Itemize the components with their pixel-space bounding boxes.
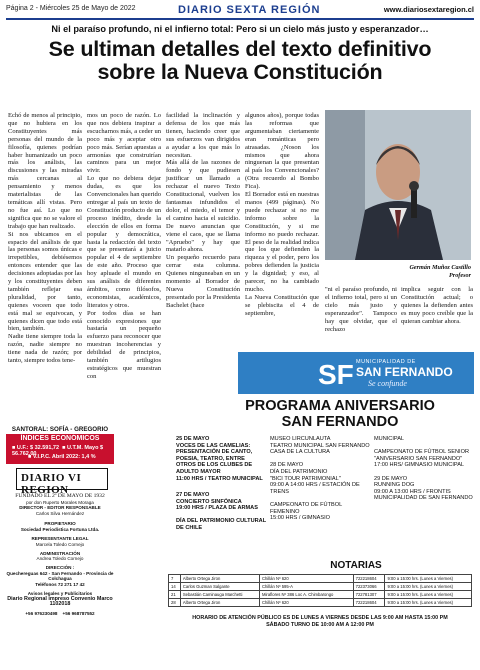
caption-role: Profesor [449, 271, 471, 279]
table-cell: 28 [169, 599, 181, 607]
table-cell: 7 [169, 575, 181, 583]
address-heading: DIRECCIÓN : [45, 565, 75, 571]
notarias-schedule [168, 615, 472, 628]
founder: por don Ruperto Morales Moraga [26, 499, 94, 505]
legal-rep: Marcela Toledo Cornejo [35, 541, 85, 547]
event-block-3: MUSEO LIRCUNLAUTA TEATRO MUNICIPAL SAN FERNANDO CASA DE LA CULTURA 28 DE MAYO DÍA DEL PATRIMONIO "BICI TOUR PATRIMONIAL" 09:00 A 14:00 HRS / ESTACIÓN DE TRENS CAMPEONATO DE FÚTBOL FEMENINO 15:00 HRS / GIMNASIO [270, 436, 370, 522]
banner-slogan: Se confunde [368, 379, 407, 388]
municipal-banner [238, 352, 474, 394]
admin-name: Andrea Toledo Cornejo [36, 556, 84, 562]
table-cell: Chillán Nº 620 [260, 575, 354, 583]
article-column-2: mos un poco de razón. Lo que nos debiera inspirar a escucharnos más, a ceder un poco más y aceptar otro poco más. Serían apuestas a armonías que construirían caminos para un mejor vivir. Lo que no debiera dejar dudas, es que los Convencionales han querido entregar al país un texto de Constitución producto de un proceso inédito, desde la elección de ellos en forma popular y democrática, hasta la redacción del texto que se presentará a juicio popular el 4 de septiembre de este año. Proceso que hoy apluade el mundo en sus análisis de diferentes ámbitos, como filósofos, economistas, académicos, literatos y otros. Por todos días se han conocido expresiones que bastaría un pequeño esfuerzo para reconocer que muestran incoherencias y debilidad de principios, también artilugios estratégicos que muestran con [87, 112, 162, 380]
table-row [169, 591, 472, 599]
svg-text:SF: SF [318, 359, 354, 390]
notarias-table [168, 574, 472, 607]
caption-name: Germán Muñoz Castillo [409, 264, 471, 271]
phone: Teléfonos 72 271 17 42 [35, 582, 85, 588]
table-cell: 9:00 a 15:00 hrs. (Lunes a Viernes) [385, 575, 472, 583]
director-heading: DIRECTOR - EDITOR RESPONSABLE [19, 505, 101, 511]
phone-numbers [6, 611, 114, 617]
table-cell: 722373066 [353, 583, 385, 591]
program-title-2: SAN FERNANDO [281, 414, 399, 430]
page-header [6, 4, 474, 20]
table-cell: 9:00 a 15:00 hrs. (Lunes a Viernes) [385, 599, 472, 607]
uf-value: ■ U.F.: $ 32.591,72 ■ U.T.M. Mayo $ 56.762,00 [12, 445, 104, 457]
banner-top: MUNICIPALIDAD DE [356, 359, 416, 365]
notarias-title: NOTARIAS [330, 560, 382, 571]
event-block-1: 25 DE MAYO VOCES DE LAS CAMELIAS: PRESENTACIÓN DE CANTO, POESIA, TEATRO, ENTRE OTROS DE LOS CLUBES DE ADULTO MAYOR 11:00 HRS / TEATRO MUNICIPAL [176, 436, 263, 482]
masthead [6, 494, 114, 664]
table-cell: Chillán Nº 620 [260, 599, 354, 607]
headline-line-2: sobre la Nueva Constitución [97, 60, 383, 84]
owner: Sociedad Periodística Fortuna Ltda. [20, 526, 100, 532]
table-cell: 9:00 a 15:00 hrs. (Lunes a Viernes) [385, 583, 472, 591]
table-cell: Sebastián Caminauga Marchetti [180, 591, 259, 599]
santoral: SANTORAL: SOFÍA - GREGORIO [11, 426, 109, 433]
table-cell: 14 [169, 583, 181, 591]
table-cell: Carlos Guzman Salgante [180, 583, 259, 591]
owner-heading: PROPIETARIO [44, 520, 76, 526]
article-column-5: "ni el paraíso profundo, ni el infierno total, pero si un cielo más justo y esperanzador". Tampoco hay que olvidar, que el rechazo [325, 286, 397, 333]
portrait-illustration [325, 110, 471, 260]
headline-line-1: Se ultiman detalles del texto definitivo [48, 37, 432, 61]
utm-value: ■ U.T.M. Mayo $ 56.762,00 [12, 445, 104, 457]
author-photo [325, 110, 471, 260]
table-cell: Chillán Nº 595-A [260, 583, 354, 591]
schedule-line-1: HORARIO DE ATENCIÓN PÚBLICO ES DE LUNES A VIERNES DESDE LAS 9:00 AM HASTA 15:00 PM [192, 615, 448, 621]
table-row [169, 583, 472, 591]
director: Carlos Silva Hernández [35, 511, 85, 517]
banner-city: SAN FERNANDO [356, 365, 453, 379]
address: Quechereguas 642 - San Fernando - Provincia de Colchagua [6, 570, 114, 582]
article-column-3: facilidad la inclinación y defensa de los que más tienen, haciendo creer que sus esfuerzos van dirigidos a ayudar a los que más lo necesitan. Más allá de las razones de fondo y que pudiesen justificar un llamado a rechazar el nuevo Texto Constitucional, vuelven los fantasmas infundidos el dolor, el miedo, el temor y el camino hacia el suicidio. De nuevo anuncian que viene el caos, que se llama "Apruebo" y hay que matarlo ahora. Un pequeño recuerdo para cerrar esta columna. Quienes ninguneaban en un momento al Borrador de Nueva Constitución presentado por la Presidenta Bachelet (hace [166, 112, 240, 309]
event-block-4: MUNICIPAL CAMPEONATO DE FÚTBOL SENIOR "ANIVERSARIO SAN FERNANDO" 17:00 HRS/ GIMNASIO MUNICIPAL 29 DE MAYO RUNNING DOG 09:00 A 13:00 HRS / FRONTIS MUNICIPALIDAD DE SAN FERNANDO [374, 436, 473, 502]
page-date: Página 2 - Miércoles 25 de Mayo de 2022 [6, 5, 136, 12]
photo-caption [325, 264, 471, 279]
table-cell: 722218604 [353, 599, 385, 607]
sf-logo-icon [318, 358, 354, 390]
logo-text: DIARIO VI REGION [21, 472, 82, 496]
table-cell: 722218604 [353, 575, 385, 583]
legal-heading: REPRESENTANTE LEGAL [31, 536, 89, 542]
economic-indices [6, 434, 114, 464]
table-cell: Alberto Ortega Jiron [180, 575, 259, 583]
article-column-4: algunos años), porque todas las reformas que argumentaban ciertamente eran románticas pero atrasadas. ¿Noson los mismos que ahora ninguenan la que presentan al país los Convencionales? (Otra recuerdo al Bombo Fica). El Borrador está en nuestras manos (499 páginas). No puede rechazar si no me informo sobre la Constitución, y si me informo no puedo rechazar. El peso de la realidad indica que los que defienden la riqueza y el poder, pero los pobres defienden la justicia y la dignidad; y eso, al parecer, no ha cambiado mucho. La Nueva Constitución que se plebiscita el 4 de septiembre, [245, 112, 319, 317]
article-headline [10, 38, 470, 84]
admin-heading: ADMINISTRACIÓN [39, 550, 81, 556]
table-cell: 21 [169, 591, 181, 599]
event-block-2: 27 DE MAYO CONCIERTO SINFÓNICA 19:00 HRS / PLAZA DE ARMAS DÍA DEL PATRIMONIO CULTURAL DE CHILE [176, 492, 267, 531]
paper-url[interactable]: www.diariosextaregion.cl [383, 5, 474, 14]
table-cell: Miraflores Nº 386 Loc A. Chimbarongo [260, 591, 354, 599]
phone-1: +56 976230498 [25, 610, 58, 616]
schedule-line-2: SÁBADO TURNO DE 10:00 AM A 12:00 PM [266, 621, 374, 628]
official-note: Diario Regional impreso Convenio Marco 1102018 [7, 595, 113, 608]
phone-2: +56 968787552 [62, 610, 95, 616]
newspaper-logo [16, 468, 108, 496]
table-row [169, 599, 472, 607]
program-title [205, 398, 475, 430]
table-cell: 9:00 a 15:00 hrs. (Lunes a Viernes) [385, 591, 472, 599]
ipc-value: ■ V.I.P.C. Abril 2022: 1,4 % [28, 454, 96, 460]
table-row [169, 575, 472, 583]
table-cell: 722781307 [353, 591, 385, 599]
program-title-1: PROGRAMA ANIVERSARIO [245, 398, 435, 414]
table-cell: Alberto Ortega Jiron [180, 599, 259, 607]
article-column-6: implica seguir con la Constitución actual; o quienes la defienden antes es muy poco creíble que la quieran cambiar ahora. [401, 286, 473, 325]
avisos: Avisos legales y Publicitarios [27, 590, 93, 596]
founded: FUNDADO EL 2º DE MAYO DE 1932 [15, 493, 105, 499]
indices-title: ÍNDICES ECONÓMICOS [20, 435, 100, 442]
article-column-1: Echó de menos al principio, que no hubiera en los Constituyentes más personas del mundo de la filosofía, quienes podrían haber humanizado un poco más los análisis, las discusiones y las miradas más cercanas al pensamiento y menos materialistas de las temáticas allí vistas. Pero no fue así. Lo que no significa que no se valore el trabajo que han realizado. Si nos ubicamos en el espacio del análisis de que las personas somos únicas e irrepetibles, debiésemos entonces entender que las decisiones adoptadas por las y los constituyentes deben también reflejar esa pluralidad, por tanto, quienes voceen que todo está mal se equivocan, y quienes dicen que todo está bien, también. Nadie tiene siempre toda la razón, nadie siempre no tiene nada de razón; por tanto, siempre todos tene- [8, 112, 82, 365]
article-kicker: Ni el paraíso profundo, ni el infierno total: Pero si un cielo más justo y esperanzador… [51, 24, 429, 34]
paper-name: DIARIO SEXTA REGIÓN [178, 4, 321, 16]
